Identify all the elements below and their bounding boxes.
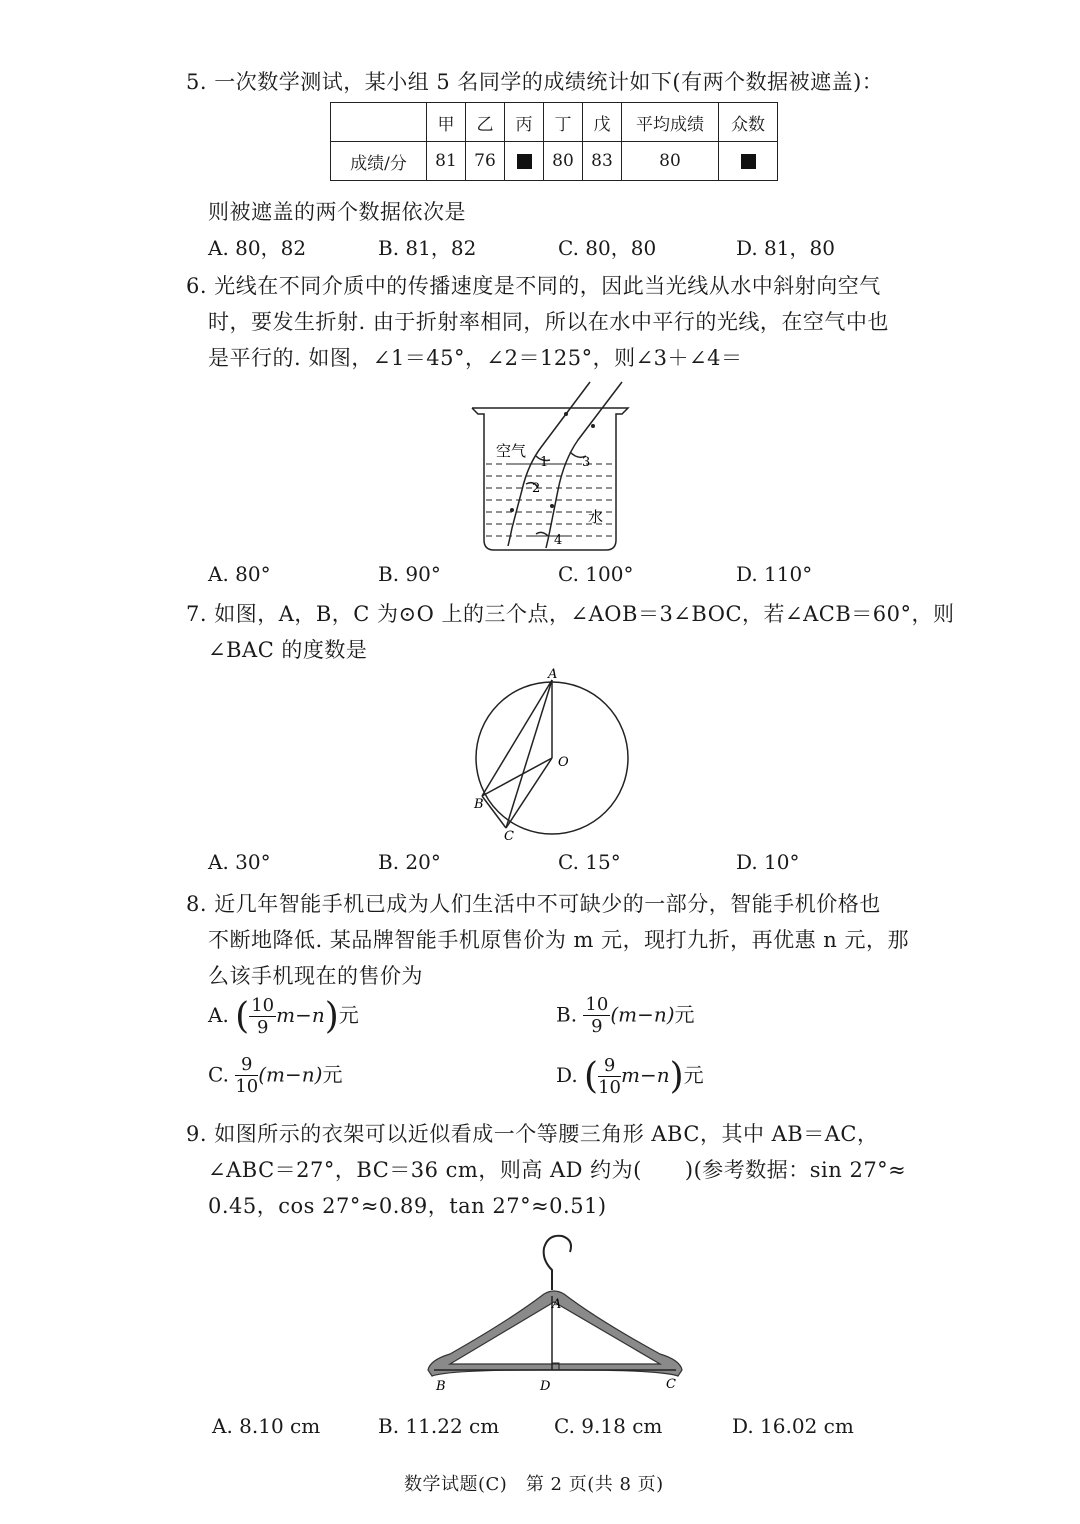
q5-option-c[interactable]: C. 80，80 bbox=[558, 236, 657, 260]
q5-score-table bbox=[330, 102, 778, 181]
table-cell: 众数 bbox=[719, 103, 778, 142]
table-header-row bbox=[331, 103, 778, 142]
hanger-hook bbox=[544, 1236, 571, 1290]
point-c-label: C bbox=[666, 1377, 676, 1392]
q7-option-c[interactable]: C. 15° bbox=[558, 850, 621, 874]
table-cell: 76 bbox=[466, 142, 505, 181]
table-cell-masked bbox=[719, 142, 778, 181]
page-footer: 数学试题(C) 第 2 页(共 8 页) bbox=[404, 1474, 664, 1495]
q9-line-3: 0.45，cos 27°≈0.89，tan 27°≈0.51) bbox=[208, 1194, 607, 1218]
masked-square bbox=[517, 154, 532, 169]
option-unit: 元 bbox=[683, 1063, 704, 1087]
table-cell: 戊 bbox=[583, 103, 622, 142]
table-cell: 80 bbox=[544, 142, 583, 181]
angle-label-4: 4 bbox=[554, 533, 563, 548]
right-paren: ) bbox=[669, 1056, 684, 1097]
q9-option-c[interactable]: C. 9.18 cm bbox=[554, 1414, 663, 1438]
point-b-label: B bbox=[474, 797, 484, 812]
table-cell bbox=[331, 103, 427, 142]
point-b-label: B bbox=[436, 1379, 446, 1394]
q9-option-a[interactable]: A. 8.10 cm bbox=[212, 1414, 321, 1438]
q5-stem: 5. 一次数学测试，某小组 5 名同学的成绩统计如下(有两个数据被遮盖)： bbox=[186, 70, 884, 94]
angle-label-3: 3 bbox=[582, 455, 591, 470]
point-a-label: A bbox=[548, 667, 558, 682]
point-o-label: O bbox=[558, 755, 569, 770]
q9-line-2: ∠ABC＝27°，BC＝36 cm，则高 AD 约为( )(参考数据：sin 27°≈ bbox=[208, 1158, 907, 1182]
q8-option-c[interactable] bbox=[208, 1056, 342, 1096]
q6-beaker-figure bbox=[470, 380, 640, 560]
option-expr: m−n bbox=[621, 1063, 670, 1087]
option-expr: (m−n) bbox=[258, 1062, 323, 1087]
table-cell: 83 bbox=[583, 142, 622, 181]
fraction bbox=[249, 994, 276, 1038]
q8-line-3: 么该手机现在的售价为 bbox=[208, 964, 423, 988]
q6-option-c[interactable]: C. 100° bbox=[558, 562, 634, 586]
q8-line-2: 不断地降低. 某品牌智能手机原售价为 m 元，现打九折，再优惠 n 元，那 bbox=[208, 928, 909, 952]
right-paren: ) bbox=[324, 996, 339, 1037]
q6-option-b[interactable]: B. 90° bbox=[378, 562, 441, 586]
option-expr: (m−n) bbox=[610, 1002, 675, 1027]
angle-label-1: 1 bbox=[540, 455, 549, 470]
q9-option-d[interactable]: D. 16.02 cm bbox=[732, 1414, 854, 1438]
fraction bbox=[598, 1054, 621, 1098]
fraction-denominator: 9 bbox=[256, 1016, 269, 1038]
masked-square bbox=[741, 154, 756, 169]
q7-option-b[interactable]: B. 20° bbox=[378, 850, 441, 874]
q5-option-b[interactable]: B. 81，82 bbox=[378, 236, 477, 260]
point-d-label: D bbox=[540, 1379, 551, 1394]
q6-option-d[interactable]: D. 110° bbox=[736, 562, 813, 586]
table-cell: 丁 bbox=[544, 103, 583, 142]
table-cell: 81 bbox=[427, 142, 466, 181]
q5-option-a[interactable]: A. 80，82 bbox=[208, 236, 307, 260]
q6-option-a[interactable]: A. 80° bbox=[208, 562, 271, 586]
table-cell: 乙 bbox=[466, 103, 505, 142]
fraction bbox=[235, 1056, 258, 1096]
table-cell: 丙 bbox=[505, 103, 544, 142]
option-expr: m−n bbox=[276, 1003, 325, 1027]
point-a-label: A bbox=[552, 1297, 562, 1312]
q7-line-1: 7. 如图，A，B，C 为⊙O 上的三个点，∠AOB＝3∠BOC，若∠ACB＝60°，则 bbox=[186, 602, 955, 626]
left-paren: ( bbox=[584, 1056, 599, 1097]
fraction-numerator: 10 bbox=[585, 994, 609, 1015]
fraction-numerator: 9 bbox=[598, 1057, 621, 1077]
option-unit: 元 bbox=[338, 1003, 359, 1027]
q5-question: 则被遮盖的两个数据依次是 bbox=[208, 200, 466, 224]
fraction-denominator: 10 bbox=[235, 1076, 259, 1097]
q5-option-d[interactable]: D. 81，80 bbox=[736, 236, 835, 260]
q8-option-d[interactable] bbox=[556, 1056, 704, 1097]
option-unit: 元 bbox=[674, 1002, 695, 1027]
q7-option-a[interactable]: A. 30° bbox=[208, 850, 271, 874]
option-unit: 元 bbox=[322, 1062, 343, 1087]
q9-option-b[interactable]: B. 11.22 cm bbox=[378, 1414, 500, 1438]
fraction-denominator: 10 bbox=[598, 1076, 621, 1098]
water-label: 水 bbox=[588, 508, 604, 526]
fraction bbox=[583, 996, 610, 1036]
q7-circle-figure bbox=[470, 667, 640, 844]
q6-line-3: 是平行的. 如图，∠1＝45°，∠2＝125°，则∠3＋∠4＝ bbox=[208, 346, 743, 370]
q9-hanger-figure bbox=[420, 1230, 690, 1400]
q6-line-2: 时，要发生折射. 由于折射率相同，所以在水中平行的光线，在空气中也 bbox=[208, 310, 889, 334]
angle-arc-4 bbox=[536, 532, 548, 536]
q6-line-1: 6. 光线在不同介质中的传播速度是不同的，因此当光线从水中斜射向空气 bbox=[186, 274, 881, 298]
air-label: 空气 bbox=[496, 442, 527, 460]
table-row-label: 成绩/分 bbox=[331, 142, 427, 181]
fraction-numerator: 10 bbox=[251, 994, 275, 1016]
angle-label-2: 2 bbox=[532, 481, 541, 496]
q8-option-b[interactable] bbox=[556, 996, 695, 1036]
left-paren: ( bbox=[235, 996, 250, 1037]
fraction-numerator: 9 bbox=[235, 1056, 258, 1076]
q8-option-a[interactable] bbox=[208, 996, 359, 1037]
q7-line-2: ∠BAC 的度数是 bbox=[208, 638, 368, 662]
point-c-label: C bbox=[504, 829, 514, 844]
option-label: A. bbox=[208, 1003, 229, 1027]
option-label: C. bbox=[208, 1062, 229, 1087]
table-cell: 甲 bbox=[427, 103, 466, 142]
option-label: B. bbox=[556, 1002, 578, 1027]
option-label: D. bbox=[556, 1063, 578, 1087]
table-cell: 平均成绩 bbox=[622, 103, 719, 142]
q8-line-1: 8. 近几年智能手机已成为人们生活中不可缺少的一部分，智能手机价格也 bbox=[186, 892, 881, 916]
table-cell-masked bbox=[505, 142, 544, 181]
q7-option-d[interactable]: D. 10° bbox=[736, 850, 800, 874]
table-cell: 80 bbox=[622, 142, 719, 181]
q9-line-1: 9. 如图所示的衣架可以近似看成一个等腰三角形 ABC，其中 AB＝AC， bbox=[186, 1122, 879, 1146]
fraction-denominator: 9 bbox=[591, 1016, 603, 1037]
table-row bbox=[331, 142, 778, 181]
